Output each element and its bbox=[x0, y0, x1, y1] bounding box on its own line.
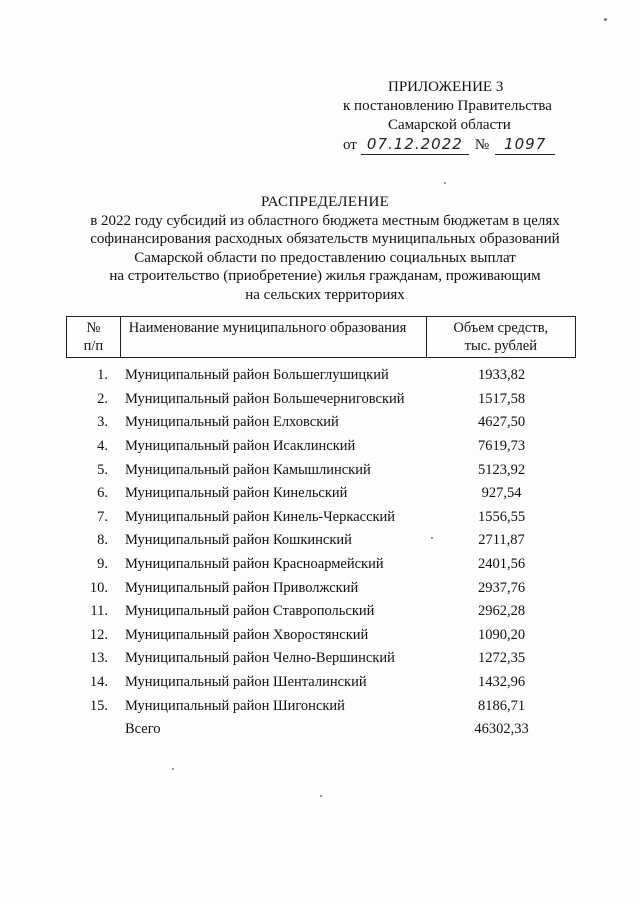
row-amount: 2401,56 bbox=[477, 556, 526, 573]
row-number: 12. bbox=[89, 626, 108, 643]
table-body bbox=[66, 364, 576, 742]
header-number-label: п/п bbox=[83, 338, 104, 354]
row-municipality: Муниципальный район Кошкинский bbox=[125, 532, 352, 549]
scan-speck bbox=[604, 18, 607, 21]
row-municipality: Муниципальный район Красноармейский bbox=[125, 556, 384, 573]
handwritten-number: 1097 bbox=[495, 135, 555, 155]
row-number: 8. bbox=[97, 532, 108, 549]
table-header bbox=[66, 316, 576, 358]
appendix-region: Самарской области bbox=[388, 117, 511, 133]
appendix-title: ПРИЛОЖЕНИЕ 3 bbox=[388, 79, 504, 95]
table-row bbox=[66, 624, 576, 648]
table-row bbox=[66, 435, 576, 459]
row-amount: 2937,76 bbox=[477, 579, 526, 596]
date-prefix: от bbox=[343, 137, 357, 153]
table-row bbox=[66, 529, 576, 553]
appendix-decree: к постановлению Правительства bbox=[343, 98, 552, 114]
row-amount: 1933,82 bbox=[477, 367, 526, 384]
header-sum bbox=[427, 317, 575, 357]
table-row bbox=[66, 482, 576, 506]
distribution-table bbox=[66, 316, 576, 742]
row-number: 6. bbox=[97, 485, 108, 502]
title-line: на строительство (приобретение) жилья гражданам, проживающим bbox=[109, 268, 541, 284]
scan-speck bbox=[444, 182, 446, 184]
row-number: 15. bbox=[89, 697, 108, 714]
total-amount: 46302,33 bbox=[474, 721, 529, 738]
table-total-row bbox=[66, 718, 576, 742]
table-row bbox=[66, 506, 576, 530]
row-municipality: Муниципальный район Кинельский bbox=[125, 485, 348, 502]
table-row bbox=[66, 576, 576, 600]
table-row bbox=[66, 553, 576, 577]
row-amount: 1432,96 bbox=[477, 674, 526, 691]
scan-speck bbox=[320, 795, 322, 797]
row-municipality: Муниципальный район Шигонский bbox=[125, 697, 345, 714]
row-number: 10. bbox=[89, 579, 108, 596]
row-number: 11. bbox=[90, 603, 108, 620]
table-row bbox=[66, 411, 576, 435]
title-line: Самарской области по предоставлению социальных выплат bbox=[134, 249, 516, 266]
row-number: 4. bbox=[97, 438, 108, 455]
row-number: 3. bbox=[97, 414, 108, 431]
row-municipality: Муниципальный район Большеглушицкий bbox=[125, 367, 389, 384]
table-row bbox=[66, 364, 576, 388]
row-number: 7. bbox=[97, 508, 108, 525]
row-amount: 1517,58 bbox=[477, 390, 526, 407]
header-sum-line1: Объем средств, bbox=[453, 320, 549, 336]
row-municipality: Муниципальный район Большечерниговский bbox=[125, 390, 405, 407]
row-number: 13. bbox=[89, 650, 108, 667]
row-number: 5. bbox=[97, 461, 108, 478]
table-row bbox=[66, 458, 576, 482]
row-municipality: Муниципальный район Хворостянский bbox=[125, 626, 369, 643]
table-row bbox=[66, 600, 576, 624]
handwritten-date: 07.12.2022 bbox=[361, 135, 469, 155]
row-amount: 927,54 bbox=[481, 485, 522, 502]
header-sum-line2: тыс. рублей bbox=[464, 338, 537, 354]
row-amount: 1090,20 bbox=[477, 626, 526, 643]
table-row bbox=[66, 671, 576, 695]
row-amount: 1272,35 bbox=[477, 650, 526, 667]
appendix-block bbox=[300, 78, 600, 155]
row-municipality: Муниципальный район Шенталинский bbox=[125, 674, 367, 691]
row-municipality: Муниципальный район Челно-Вершинский bbox=[125, 650, 395, 667]
appendix-date-number bbox=[300, 135, 600, 155]
row-number: 14. bbox=[89, 674, 108, 691]
row-amount: 7619,73 bbox=[477, 438, 526, 455]
row-amount: 4627,50 bbox=[477, 414, 526, 431]
row-amount: 5123,92 bbox=[477, 461, 526, 478]
document-title bbox=[40, 193, 610, 304]
row-amount: 1556,55 bbox=[477, 508, 526, 525]
row-municipality: Муниципальный район Приволжский bbox=[125, 579, 359, 596]
number-prefix: № bbox=[474, 137, 490, 153]
table-row bbox=[66, 694, 576, 718]
header-number bbox=[67, 317, 121, 357]
title-heading: РАСПРЕДЕЛЕНИЕ bbox=[260, 194, 390, 210]
row-amount: 2962,28 bbox=[477, 603, 526, 620]
row-municipality: Муниципальный район Кинель-Черкасский bbox=[125, 508, 396, 525]
title-line: на сельских территориях bbox=[245, 286, 405, 303]
row-municipality: Муниципальный район Камышлинский bbox=[125, 461, 371, 478]
scan-speck bbox=[172, 768, 174, 770]
row-municipality: Муниципальный район Исаклинский bbox=[125, 438, 356, 455]
total-label: Всего bbox=[125, 721, 161, 738]
header-name: Наименование муниципального образования bbox=[121, 317, 427, 357]
table-row bbox=[66, 388, 576, 412]
title-line: софинансирования расходных обязательств муниципальных образований bbox=[90, 231, 560, 247]
scan-speck bbox=[431, 537, 433, 539]
row-municipality: Муниципальный район Ставропольский bbox=[125, 603, 375, 620]
row-number: 1. bbox=[97, 367, 108, 384]
row-number: 9. bbox=[97, 556, 108, 573]
header-number-sign: № bbox=[86, 320, 101, 336]
table-row bbox=[66, 647, 576, 671]
title-line: в 2022 году субсидий из областного бюджета местным бюджетам в целях bbox=[90, 212, 560, 229]
row-amount: 8186,71 bbox=[477, 697, 526, 714]
row-municipality: Муниципальный район Елховский bbox=[125, 414, 339, 431]
row-amount: 2711,87 bbox=[478, 532, 525, 549]
row-number: 2. bbox=[97, 390, 108, 407]
